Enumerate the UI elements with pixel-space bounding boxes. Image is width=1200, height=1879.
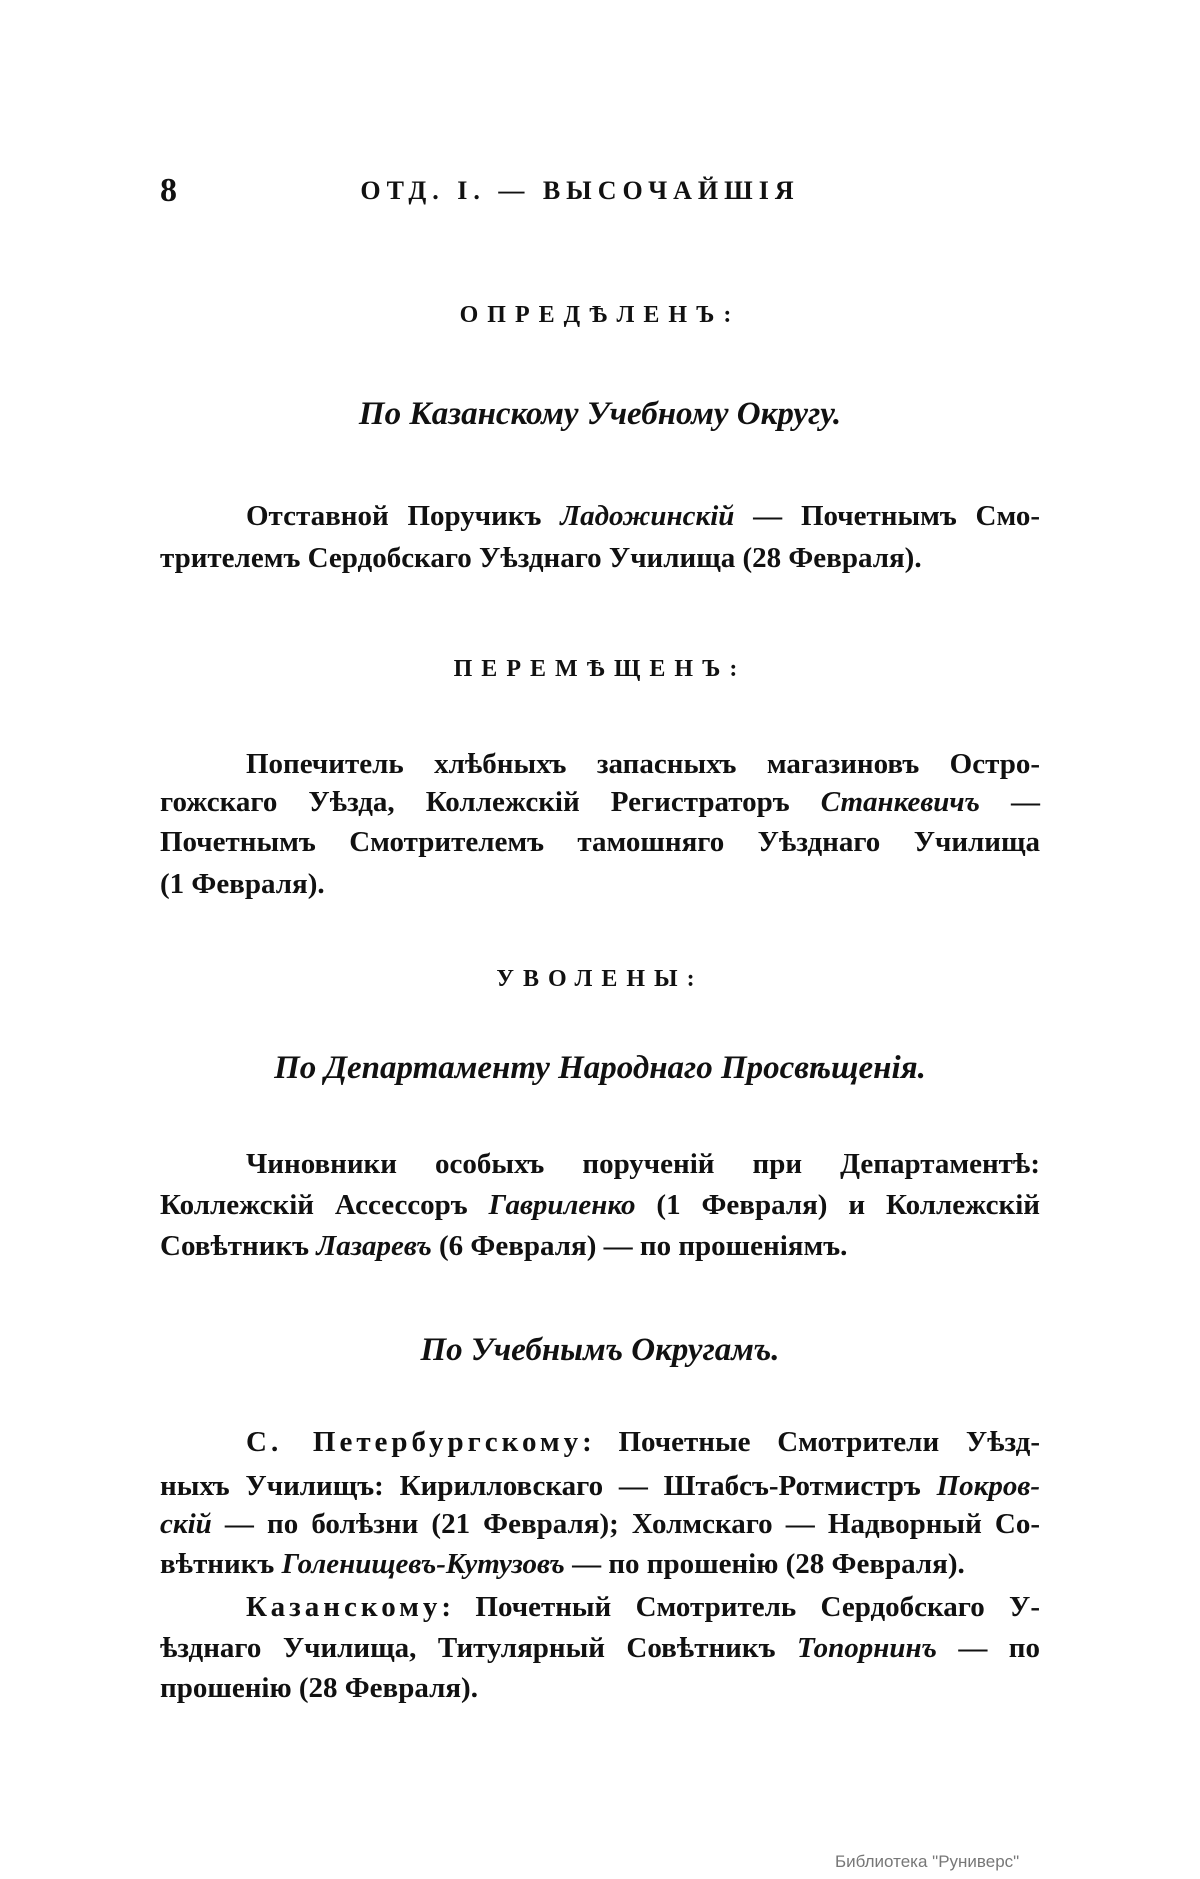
text-line <box>246 744 1040 784</box>
text-segment: ныхъ Училищъ: Кирилловскаго — Штабсъ-Ротмистръ <box>160 1470 937 1502</box>
running-head: ОТД. I. — ВЫСОЧАЙШІЯ <box>360 176 800 205</box>
text-segment: — по болѣзни (21 Февраля); Холмскаго — Надворный Со- <box>211 1508 1040 1540</box>
page-number: 8 <box>160 172 177 209</box>
text-line <box>160 1668 1040 1708</box>
name-italic: скій <box>160 1508 212 1540</box>
library-watermark: Библиотека "Руниверс" <box>835 1852 1020 1871</box>
text-line <box>160 782 1040 822</box>
subheading-kazan-district: По Казанскому Учебному Округу. <box>358 396 842 432</box>
text-line <box>160 1226 1040 1266</box>
text-line <box>160 538 1040 578</box>
name-italic: Ладожинскій <box>560 500 735 532</box>
text-segment: гожскаго Уѣзда, Коллежскій Регистраторъ <box>160 786 821 818</box>
section-heading-transferred: ПЕРЕМѢЩЕНЪ: <box>453 656 747 682</box>
text-segment: (6 Февраля) — по прошеніямъ. <box>431 1230 848 1262</box>
text-segment: прошенію (28 Февраля). <box>160 1672 478 1704</box>
text-segment: С. Петербургскому <box>246 1426 583 1458</box>
subheading-department: По Департаменту Народнаго Просвѣщенія. <box>274 1050 926 1086</box>
text-segment: — по <box>936 1632 1040 1664</box>
name-italic: Лазаревъ <box>316 1230 432 1262</box>
text-segment: Попечитель хлѣбныхъ запасныхъ магазиновъ Остро- <box>246 748 1040 780</box>
text-segment: — по прошенію (28 Февраля). <box>564 1548 965 1580</box>
name-italic: Топорнинъ <box>796 1632 937 1664</box>
text-segment: Чиновники особыхъ порученій при Департаментѣ: <box>246 1148 1040 1180</box>
text-segment: (1 Февраля) и Коллежскій <box>635 1189 1040 1221</box>
text-line <box>160 822 1040 862</box>
text-line <box>160 864 1040 904</box>
text-line <box>246 496 1040 536</box>
text-line <box>246 1587 1040 1627</box>
name-italic: Покров- <box>936 1470 1040 1502</box>
name-italic: Гавриленко <box>488 1189 636 1221</box>
section-heading-dismissed: УВОЛЕНЫ: <box>496 966 704 992</box>
text-segment: трителемъ Сердобскаго Уѣзднаго Училища (28 Февраля). <box>160 542 922 574</box>
text-segment: (1 Февраля). <box>160 868 325 900</box>
section-heading-appointed: ОПРЕДѢЛЕНЪ: <box>459 302 741 328</box>
name-italic: Станкевичъ <box>820 786 980 818</box>
text-segment: Совѣтникъ <box>160 1230 317 1262</box>
text-segment: вѣтникъ <box>160 1548 282 1580</box>
text-segment: : Почетные Смотрители Уѣзд- <box>582 1426 1040 1458</box>
text-line <box>160 1504 1040 1544</box>
text-line <box>160 1466 1040 1506</box>
text-line <box>160 1185 1040 1225</box>
text-segment: Отставной Поручикъ <box>246 500 561 532</box>
name-italic: Голенищевъ-Кутузовъ <box>281 1548 565 1580</box>
text-segment: Коллежскій Ассессоръ <box>160 1189 489 1221</box>
text-segment: Почетнымъ Смотрителемъ тамошняго Уѣзднаго Училища <box>160 826 1040 858</box>
text-segment: — Почетнымъ Смо- <box>734 500 1040 532</box>
text-line <box>246 1422 1040 1462</box>
text-line <box>160 1544 1040 1584</box>
text-line <box>246 1144 1040 1184</box>
text-segment: : Почетный Смотритель Сердобскаго У- <box>441 1591 1040 1623</box>
text-line <box>160 1628 1040 1668</box>
subheading-districts: По Учебнымъ Округамъ. <box>420 1332 780 1368</box>
text-segment: Казанскому <box>246 1591 442 1623</box>
text-segment: — <box>979 786 1040 818</box>
text-segment: ѣзднаго Училища, Титулярный Совѣтникъ <box>160 1632 797 1664</box>
